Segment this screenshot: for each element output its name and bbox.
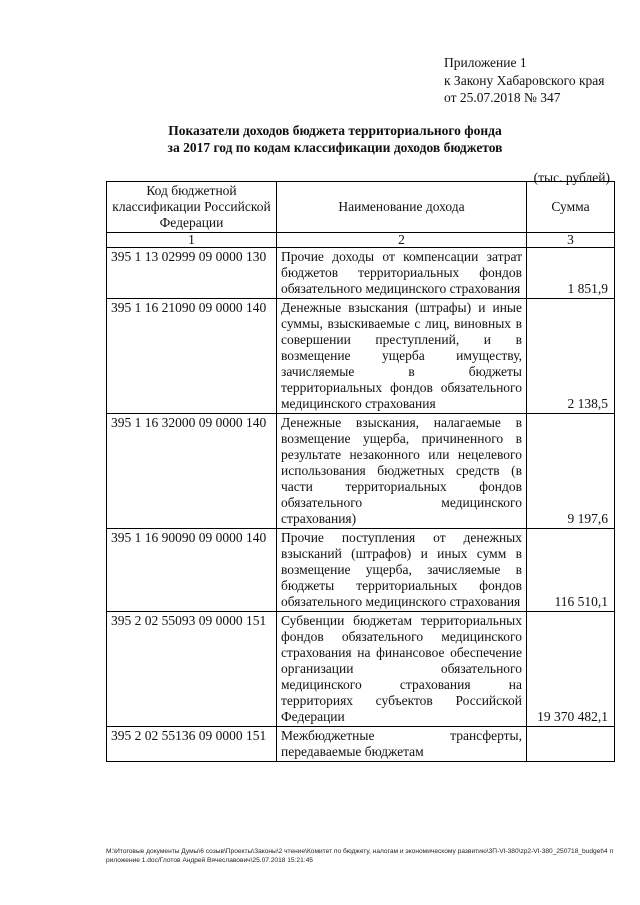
table-row bbox=[107, 299, 615, 414]
column-number: 3 bbox=[527, 233, 615, 248]
appendix-header bbox=[444, 54, 605, 107]
table-row bbox=[107, 248, 615, 299]
column-number: 2 bbox=[277, 233, 527, 248]
row-sum: 116 510,1 bbox=[527, 529, 615, 612]
units-label: (тыс. рублей) bbox=[533, 170, 610, 185]
row-code: 395 1 16 21090 09 0000 140 bbox=[107, 299, 277, 414]
file-path-footer: M:\Итоговые документы Думы\6 созыв\Проекты\Законы\2 чтение\Комитет по бюджету, налогам и экономическому развитию\3П-VI-380\zp2-VI-380_250718_budget\4 приложение 1.doc/Глотов Андрей Вячеславович\25.07.2018 15:21:45 bbox=[106, 848, 614, 864]
document-title bbox=[100, 122, 570, 156]
row-name: Субвенции бюджетам территориальных фондов обязательного медицинского страхования на финансовое обеспечение организации обязательного медицинского страхования на территориях субъектов Российской Федерации bbox=[277, 612, 527, 727]
row-name: Денежные взыскания, налагаемые в возмещение ущерба, причиненного в результате незаконного или нецелевого использования бюджетных средств (в части территориальных фондов обязательного медицинского страхования) bbox=[277, 414, 527, 529]
column-number: 1 bbox=[107, 233, 277, 248]
row-sum: 19 370 482,1 bbox=[527, 612, 615, 727]
row-name: Прочие доходы от компенсации затрат бюджетов территориальных фондов обязательного медицинского страхования bbox=[277, 248, 527, 299]
table-row bbox=[107, 414, 615, 529]
table-row bbox=[107, 727, 615, 762]
table-header-row bbox=[107, 182, 615, 233]
row-code: 395 1 13 02999 09 0000 130 bbox=[107, 248, 277, 299]
appendix-line-1: Приложение 1 bbox=[444, 55, 527, 70]
row-code: 395 1 16 90090 09 0000 140 bbox=[107, 529, 277, 612]
row-sum bbox=[527, 727, 615, 762]
header-sum: Сумма bbox=[527, 182, 615, 233]
table-row bbox=[107, 612, 615, 727]
appendix-line-3: от 25.07.2018 № 347 bbox=[444, 90, 561, 105]
row-name: Прочие поступления от денежных взысканий (штрафов) и иных сумм в возмещение ущерба, зачисляемые в бюджеты территориальных фондов обязательного медицинского страхования bbox=[277, 529, 527, 612]
title-line-2: за 2017 год по кодам классификации доходов бюджетов bbox=[167, 140, 503, 155]
column-number-row bbox=[107, 233, 615, 248]
row-code: 395 1 16 32000 09 0000 140 bbox=[107, 414, 277, 529]
row-name: Денежные взыскания (штрафы) и иные суммы, взыскиваемые с лиц, виновных в совершении преступлений, и в возмещение ущерба имуществу, зачисляемые в бюджеты территориальных фондов обязательного медицинского страхования bbox=[277, 299, 527, 414]
table-row bbox=[107, 529, 615, 612]
appendix-line-2: к Закону Хабаровского края bbox=[444, 72, 605, 88]
title-line-1: Показатели доходов бюджета территориального фонда bbox=[168, 123, 502, 138]
row-sum: 2 138,5 bbox=[527, 299, 615, 414]
header-name: Наименование дохода bbox=[277, 182, 527, 233]
row-sum: 9 197,6 bbox=[527, 414, 615, 529]
row-name: Межбюджетные трансферты, передаваемые бюджетам bbox=[277, 727, 527, 762]
header-code: Код бюджетной классификации Российской Федерации bbox=[107, 182, 277, 233]
row-code: 395 2 02 55093 09 0000 151 bbox=[107, 612, 277, 727]
row-sum: 1 851,9 bbox=[527, 248, 615, 299]
row-code: 395 2 02 55136 09 0000 151 bbox=[107, 727, 277, 762]
revenue-table bbox=[106, 181, 615, 762]
